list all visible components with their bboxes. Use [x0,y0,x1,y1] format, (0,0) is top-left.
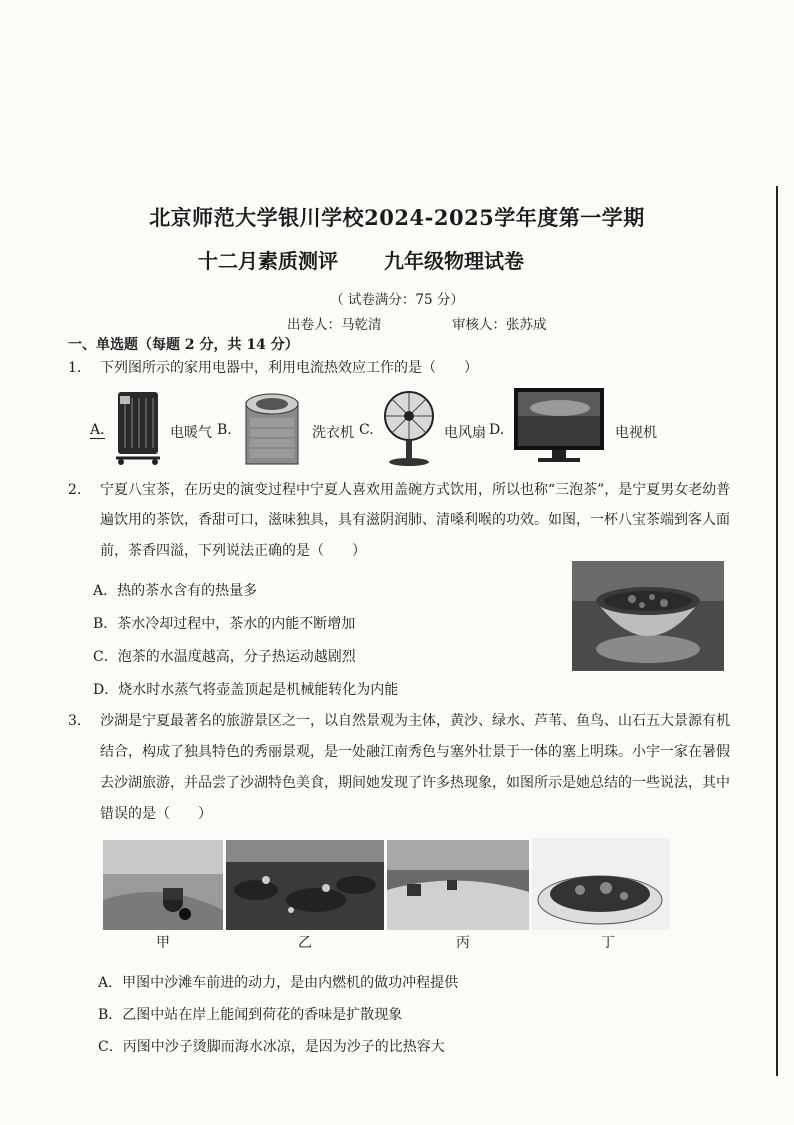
q3-option-a: A．甲图中沙滩车前进的动力，是由内燃机的做功冲程提供 [98,975,459,991]
q2-line-3: 前，茶香四溢，下列说法正确的是（ ） [100,543,366,559]
q1-option-b-letter: B. [217,422,232,438]
exam-score: （ 试卷满分：75 分） [330,292,464,308]
exam-reviewer: 审核人：张苏成 [452,317,547,333]
q2-option-c: C．泡茶的水温度越高，分子热运动越剧烈 [93,649,356,665]
photo-ding-food [532,838,670,930]
caption-bing: 丙 [456,935,470,951]
q2-number: 2. [68,482,82,498]
q1-option-c-label: 电风扇 [444,425,486,441]
exam-author: 出卷人：马乾清 [287,317,382,333]
photo-bing-sand-lake [387,840,529,930]
page-border-line [776,186,778,1076]
q1-option-a-letter: A. [90,422,105,438]
television-image [512,386,606,468]
q1-option-a-label: 电暖气 [170,425,212,441]
heater-image [112,388,162,466]
q1-option-c-letter: C. [359,422,374,438]
q2-option-b: B．茶水冷却过程中，茶水的内能不断增加 [93,616,356,632]
caption-yi: 乙 [298,935,312,951]
q1-option-d-letter: D. [489,422,505,438]
q2-option-a: A．热的茶水含有的热量多 [93,583,258,599]
caption-ding: 丁 [601,935,615,951]
q2-option-d: D．烧水时水蒸气将壶盖顶起是机械能转化为内能 [93,682,399,698]
q1-number: 1. [68,360,82,376]
q3-option-c: C．丙图中沙子烫脚而海水冰凉，是因为沙子的比热容大 [98,1039,445,1055]
q3-line-4: 错误的是（ ） [100,806,212,822]
q3-option-b: B．乙图中站在岸上能闻到荷花的香味是扩散现象 [98,1007,403,1023]
q1-option-b-label: 洗衣机 [312,425,354,441]
electric-fan-image [378,390,440,468]
q3-line-1: 沙湖是宁夏最著名的旅游景区之一，以自然景观为主体，黄沙、绿水、芦苇、鱼鸟、山石五大景源有机 [100,713,730,729]
tea-bowl-image [572,561,724,671]
q3-number: 3. [68,713,82,729]
q2-line-1: 宁夏八宝茶，在历史的演变过程中宁夏人喜欢用盖碗方式饮用，所以也称“三泡茶”，是宁夏男女老幼普 [100,482,731,498]
caption-jia: 甲 [156,935,170,951]
photo-yi-lotus [226,840,384,930]
section-heading: 一、单选题（每题 2 分，共 14 分） [68,337,299,353]
q3-line-2: 结合，构成了独具特色的秀丽景观，是一处融江南秀色与塞外壮景于一体的塞上明珠。小宇一家在暑假 [100,744,730,760]
exam-subtitle-left: 十二月素质测评 [198,249,338,273]
exam-title: 北京师范大学银川学校2024-2025学年度第一学期 [149,205,645,230]
q1-text: 下列图所示的家用电器中，利用电流热效应工作的是（ ） [100,360,478,376]
q2-line-2: 遍饮用的茶饮，香甜可口，滋味独具，具有滋阴润肺、清嗓利喉的功效。如图，一杯八宝茶端到客人面 [100,512,730,528]
exam-subtitle-right: 九年级物理试卷 [384,249,524,273]
q3-line-3: 去沙湖旅游，并品尝了沙湖特色美食，期间她发现了许多热现象，如图所示是她总结的一些说法，其中 [100,775,730,791]
q1-option-d-label: 电视机 [615,425,657,441]
washing-machine-image [240,388,304,468]
photo-jia-beach-vehicle [103,840,223,930]
